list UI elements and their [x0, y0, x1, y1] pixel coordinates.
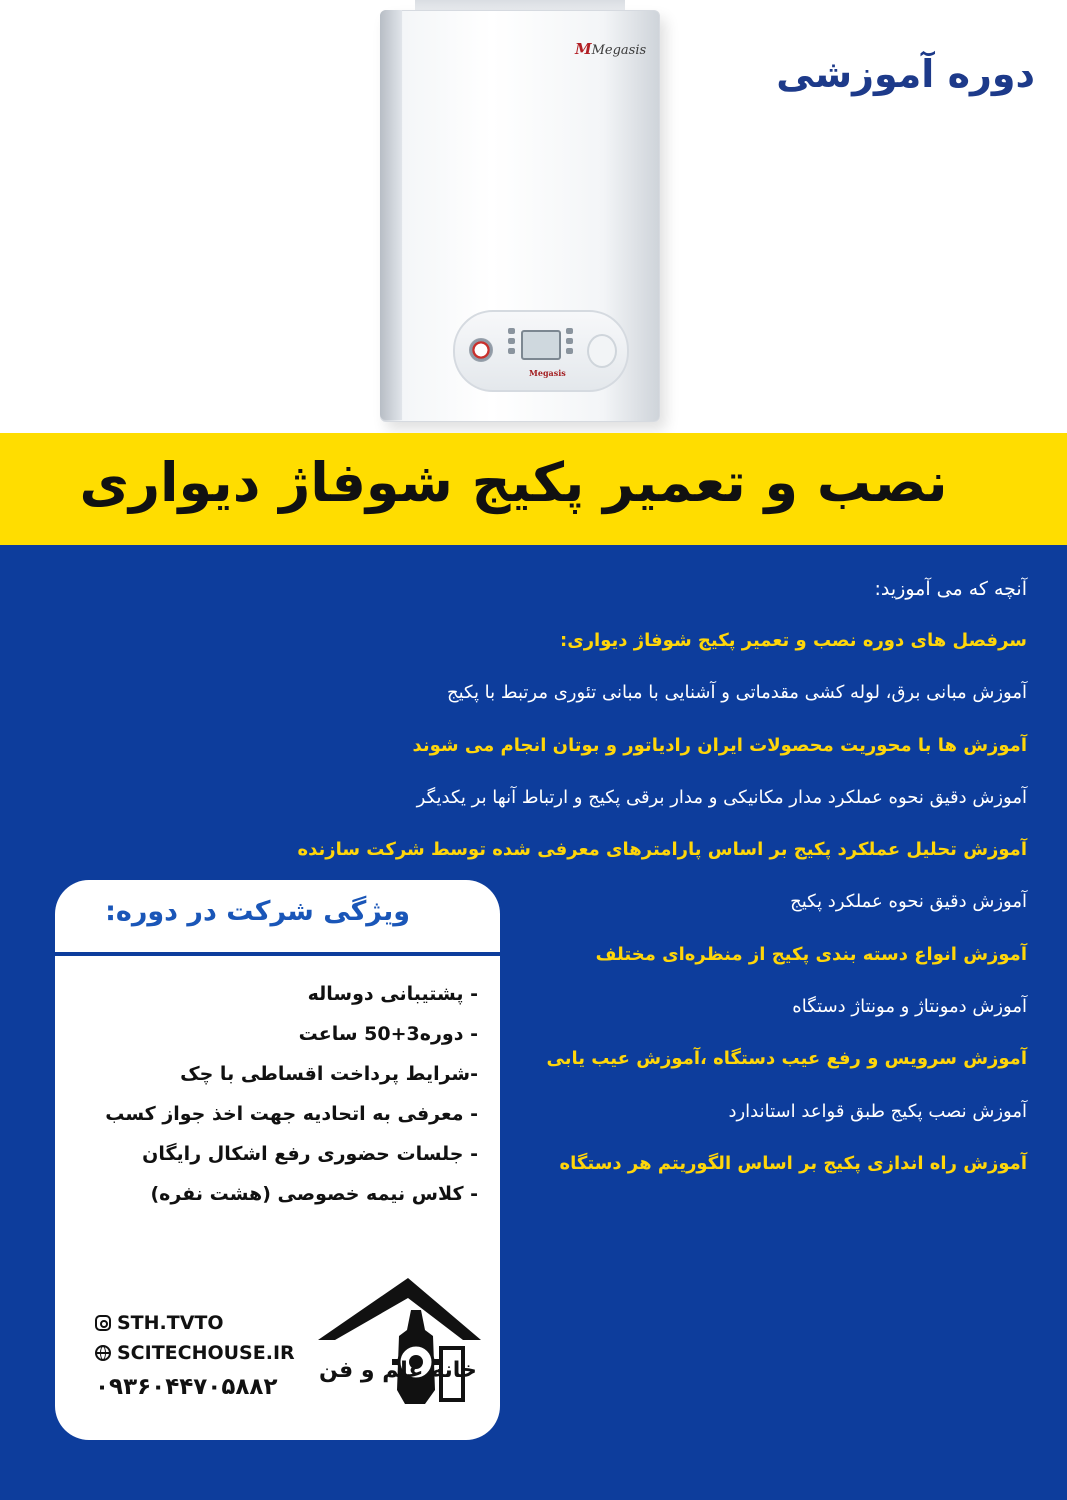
- list-item: آموزش نصب پکیج طبق قواعد استاندارد: [728, 1100, 1027, 1122]
- list-item: - کلاس نیمه خصوصی (هشت نفره): [150, 1183, 478, 1205]
- features-card: [55, 880, 500, 1440]
- list-item: سرفصل های دوره نصب و تعمیر پکیج شوفاژ دیواری:: [560, 630, 1027, 651]
- panel-knob-icon: [587, 334, 617, 368]
- title-banner: [0, 433, 1067, 545]
- boiler-side: [380, 10, 402, 420]
- list-item: آموزش تحلیل عملکرد پکیج بر اساس پارامترهای معرفی شده توسط شرکت سازنده: [297, 839, 1027, 861]
- instagram-contact[interactable]: [95, 1308, 325, 1338]
- instagram-handle: STH.TVTO: [117, 1312, 224, 1334]
- house-gear-logo-icon: [313, 1270, 483, 1420]
- list-item: - معرفی به اتحادیه جهت اخذ جواز کسب: [105, 1103, 478, 1125]
- website-url: SCITECHOUSE.IR: [117, 1342, 295, 1364]
- banner-title: نصب و تعمیر پکیج شوفاژ دیواری: [79, 451, 948, 514]
- list-item: آموزش راه اندازی پکیج بر اساس الگوریتم هر دستگاه: [559, 1152, 1027, 1174]
- list-item: آموزش ها با محوریت محصولات ایران رادیاتور و بوتان انجام می شوند: [412, 734, 1027, 756]
- course-label: دوره آموزشی: [776, 52, 1035, 96]
- globe-icon: [95, 1345, 111, 1361]
- features-card-title: ویژگی شرکت در دوره:: [105, 896, 410, 927]
- features-card-header: [55, 880, 500, 956]
- website-contact[interactable]: [95, 1338, 325, 1368]
- list-item: آموزش دقیق نحوه عملکرد پکیج: [790, 891, 1027, 913]
- list-item: آموزش مبانی برق، لوله کشی مقدماتی و آشنایی با مبانی تئوری مرتبط با پکیج: [446, 682, 1027, 704]
- header-area: [0, 0, 1067, 433]
- list-item: -شرایط پرداخت اقساطی با چک: [180, 1063, 478, 1085]
- features-list: [78, 978, 478, 1218]
- topics-intro: آنچه که می آموزید:: [874, 578, 1027, 600]
- list-item: آموزش دمونتاژ و مونتاژ دستگاه: [792, 996, 1027, 1018]
- list-item: - پشتیبانی دوساله: [307, 983, 478, 1005]
- boiler-image: [375, 0, 675, 428]
- list-item: - جلسات حضوری رفع اشکال رایگان: [142, 1143, 478, 1165]
- contact-info: [95, 1308, 325, 1402]
- boiler-control-panel: [453, 310, 629, 392]
- panel-buttons-left: [505, 328, 515, 358]
- instagram-icon: [95, 1315, 111, 1331]
- list-item: آموزش دقیق نحوه عملکرد مدار مکانیکی و مدار برقی پکیج و ارتباط آنها بر یکدیگر: [416, 786, 1027, 808]
- list-item: - دوره3+50 ساعت: [298, 1023, 478, 1045]
- list-item: آموزش انواع دسته بندی پکیج از منظره‌ای مختلف: [595, 943, 1027, 965]
- panel-display-icon: [521, 330, 561, 360]
- panel-brand: Megasis: [529, 368, 566, 378]
- company-logo: [313, 1270, 483, 1420]
- phone-number[interactable]: ۰۹۳۶۰۴۴۷۰۵۸۸۲: [95, 1374, 278, 1400]
- list-item: آموزش سرویس و رفع عیب دستگاه ،آموزش عیب یابی: [546, 1048, 1027, 1070]
- panel-buttons-right: [563, 328, 573, 358]
- pressure-gauge-icon: [469, 338, 493, 362]
- logo-name: خانه علم و فن: [319, 1358, 477, 1383]
- boiler-brand-logo: MMegasis: [575, 40, 647, 58]
